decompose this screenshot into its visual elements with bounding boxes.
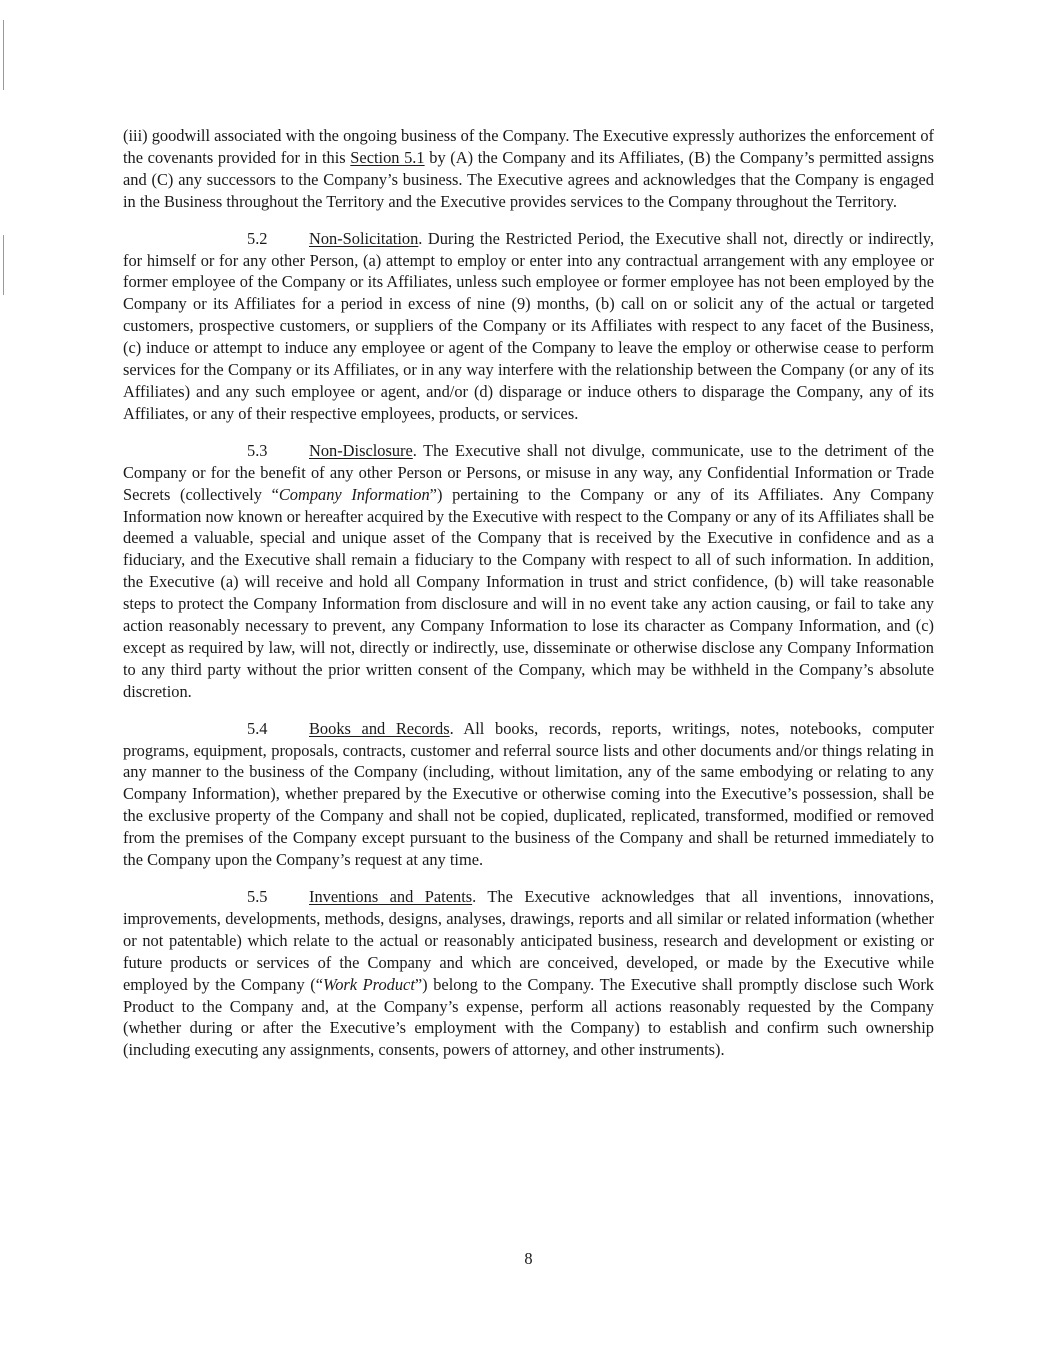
defined-term: Work Product — [323, 974, 415, 994]
intro-paragraph — [123, 125, 934, 213]
section-5-5-paragraph — [123, 886, 934, 1061]
section-number: 5.2 — [247, 228, 268, 248]
section-5-2-paragraph — [123, 228, 934, 425]
section-text-continued: ”) pertaining to the Company or any of its Affiliates. Any Company Information now known or hereafter acquired by the Executive with respect to the Company or any of its Affiliates shall be deemed a valuable, special and unique asset of the Company that is received by the Executive in confidence and as a fiduciary, and the Executive shall remain a fiduciary to the Company with respect to all of such information. In addition, the Executive (a) will receive and hold all Company Information in trust and strict confidence, (b) will take reasonable steps to protect the Company Information from disclosure and will in no event take any action causing, or fail to take any action reasonably necessary to prevent, any Company Information to lose its character as Company Information, and (c) except as required by law, will not, directly or indirectly, use, disseminate or otherwise disclose any Company Information to any third party without the prior written consent of the Company, which may be withheld in the Company’s absolute discretion. — [123, 484, 934, 701]
scan-edge-mark — [3, 20, 4, 90]
defined-term: Company Information — [278, 484, 430, 504]
section-number: 5.3 — [247, 440, 268, 460]
intro-text-end: by (A) the Company and its Affiliates, (B) the Company’s permitted assigns and (C) any successors to the Company’s business. The Executive agrees and acknowledges that the Company is engaged in the Business throughout the Territory and the Executive provides services to the Company throughout the Territory. — [123, 147, 935, 211]
document-body — [123, 125, 934, 1076]
intro-text-start: (iii) goodwill associated with the ongoing business of the Company. The Executive expressly authorizes the enforcement of the covenants provided for in this — [123, 126, 934, 167]
section-text: . During the Restricted Period, the Executive shall not, directly or indirectly, for himself or for any other Person, (a) attempt to employ or enter into any contractual arrangement with any employee or former employee of the Company or its Affiliates, unless such employee or former employee has not been employed by the Company or its Affiliates for a period in excess of nine (9) months, (b) call on or solicit any of the actual or targeted customers, prospective customers, or suppliers of the Company or its Affiliates with respect to any facet of the Business, (c) induce or attempt to induce any employee or agent of the Company to leave the employ or otherwise cease to perform services for the Company or its Affiliates, or in any way interfere with the relationship between the Company (or any of its Affiliates) and any such employee or agent, and/or (d) disparage or induce others to disparage the Company, any of its Affiliates, or any of their respective employees, products, or services. — [123, 228, 934, 423]
scan-edge-mark — [3, 235, 4, 295]
section-number: 5.5 — [247, 887, 268, 906]
page-number: 8 — [524, 1249, 533, 1268]
section-text: . All books, records, reports, writings, notes, notebooks, computer programs, equipment, proposals, contracts, customer and referral source lists and other documents and/or things relating in any manner to the business of the Company (including, without limitation, any of the same embodying or relating to any Company Information), whether prepared by the Executive or otherwise coming into the Executive’s possession, shall be the exclusive property of the Company and shall not be copied, duplicated, replicated, transformed, modified or removed from the premises of the Company except pursuant to the business of the Company and shall be returned immediately to the Company upon the Company’s request at any time. — [123, 718, 935, 870]
section-heading: Inventions and Patents — [309, 887, 473, 906]
section-heading: Non-Disclosure — [309, 440, 413, 460]
section-text-continued: ”) belong to the Company. The Executive shall promptly disclose such Work Product to the Company and, at the Company’s expense, perform all actions reasonably requested by the Company (whether during or after the Executive’s employment with the Company) to establish and confirm such ownership (including executing any assignments, consents, powers of attorney, and other instruments). — [123, 974, 934, 1060]
section-text: . The Executive acknowledges that all inventions, innovations, improvements, developments, methods, designs, analyses, drawings, reports and all similar or related information (whether or not patentable) which relate to the actual or reasonably anticipated business, research and development or existing or future products or services of the Company and which are conceived, developed, or made by the Executive while employed by the Company (“ — [123, 887, 934, 994]
section-text: . The Executive shall not divulge, communicate, use to the detriment of the Company or for the benefit of any other Person or Persons, or misuse in any way, any Confidential Information or Trade Secrets (collectively “ — [123, 440, 934, 504]
section-5-3-paragraph — [123, 440, 934, 703]
section-number: 5.4 — [247, 718, 268, 738]
section-heading: Books and Records — [309, 718, 450, 738]
section-5-4-paragraph — [123, 718, 934, 871]
section-heading: Non-Solicitation — [309, 228, 419, 248]
section-reference: Section 5.1 — [350, 147, 425, 167]
